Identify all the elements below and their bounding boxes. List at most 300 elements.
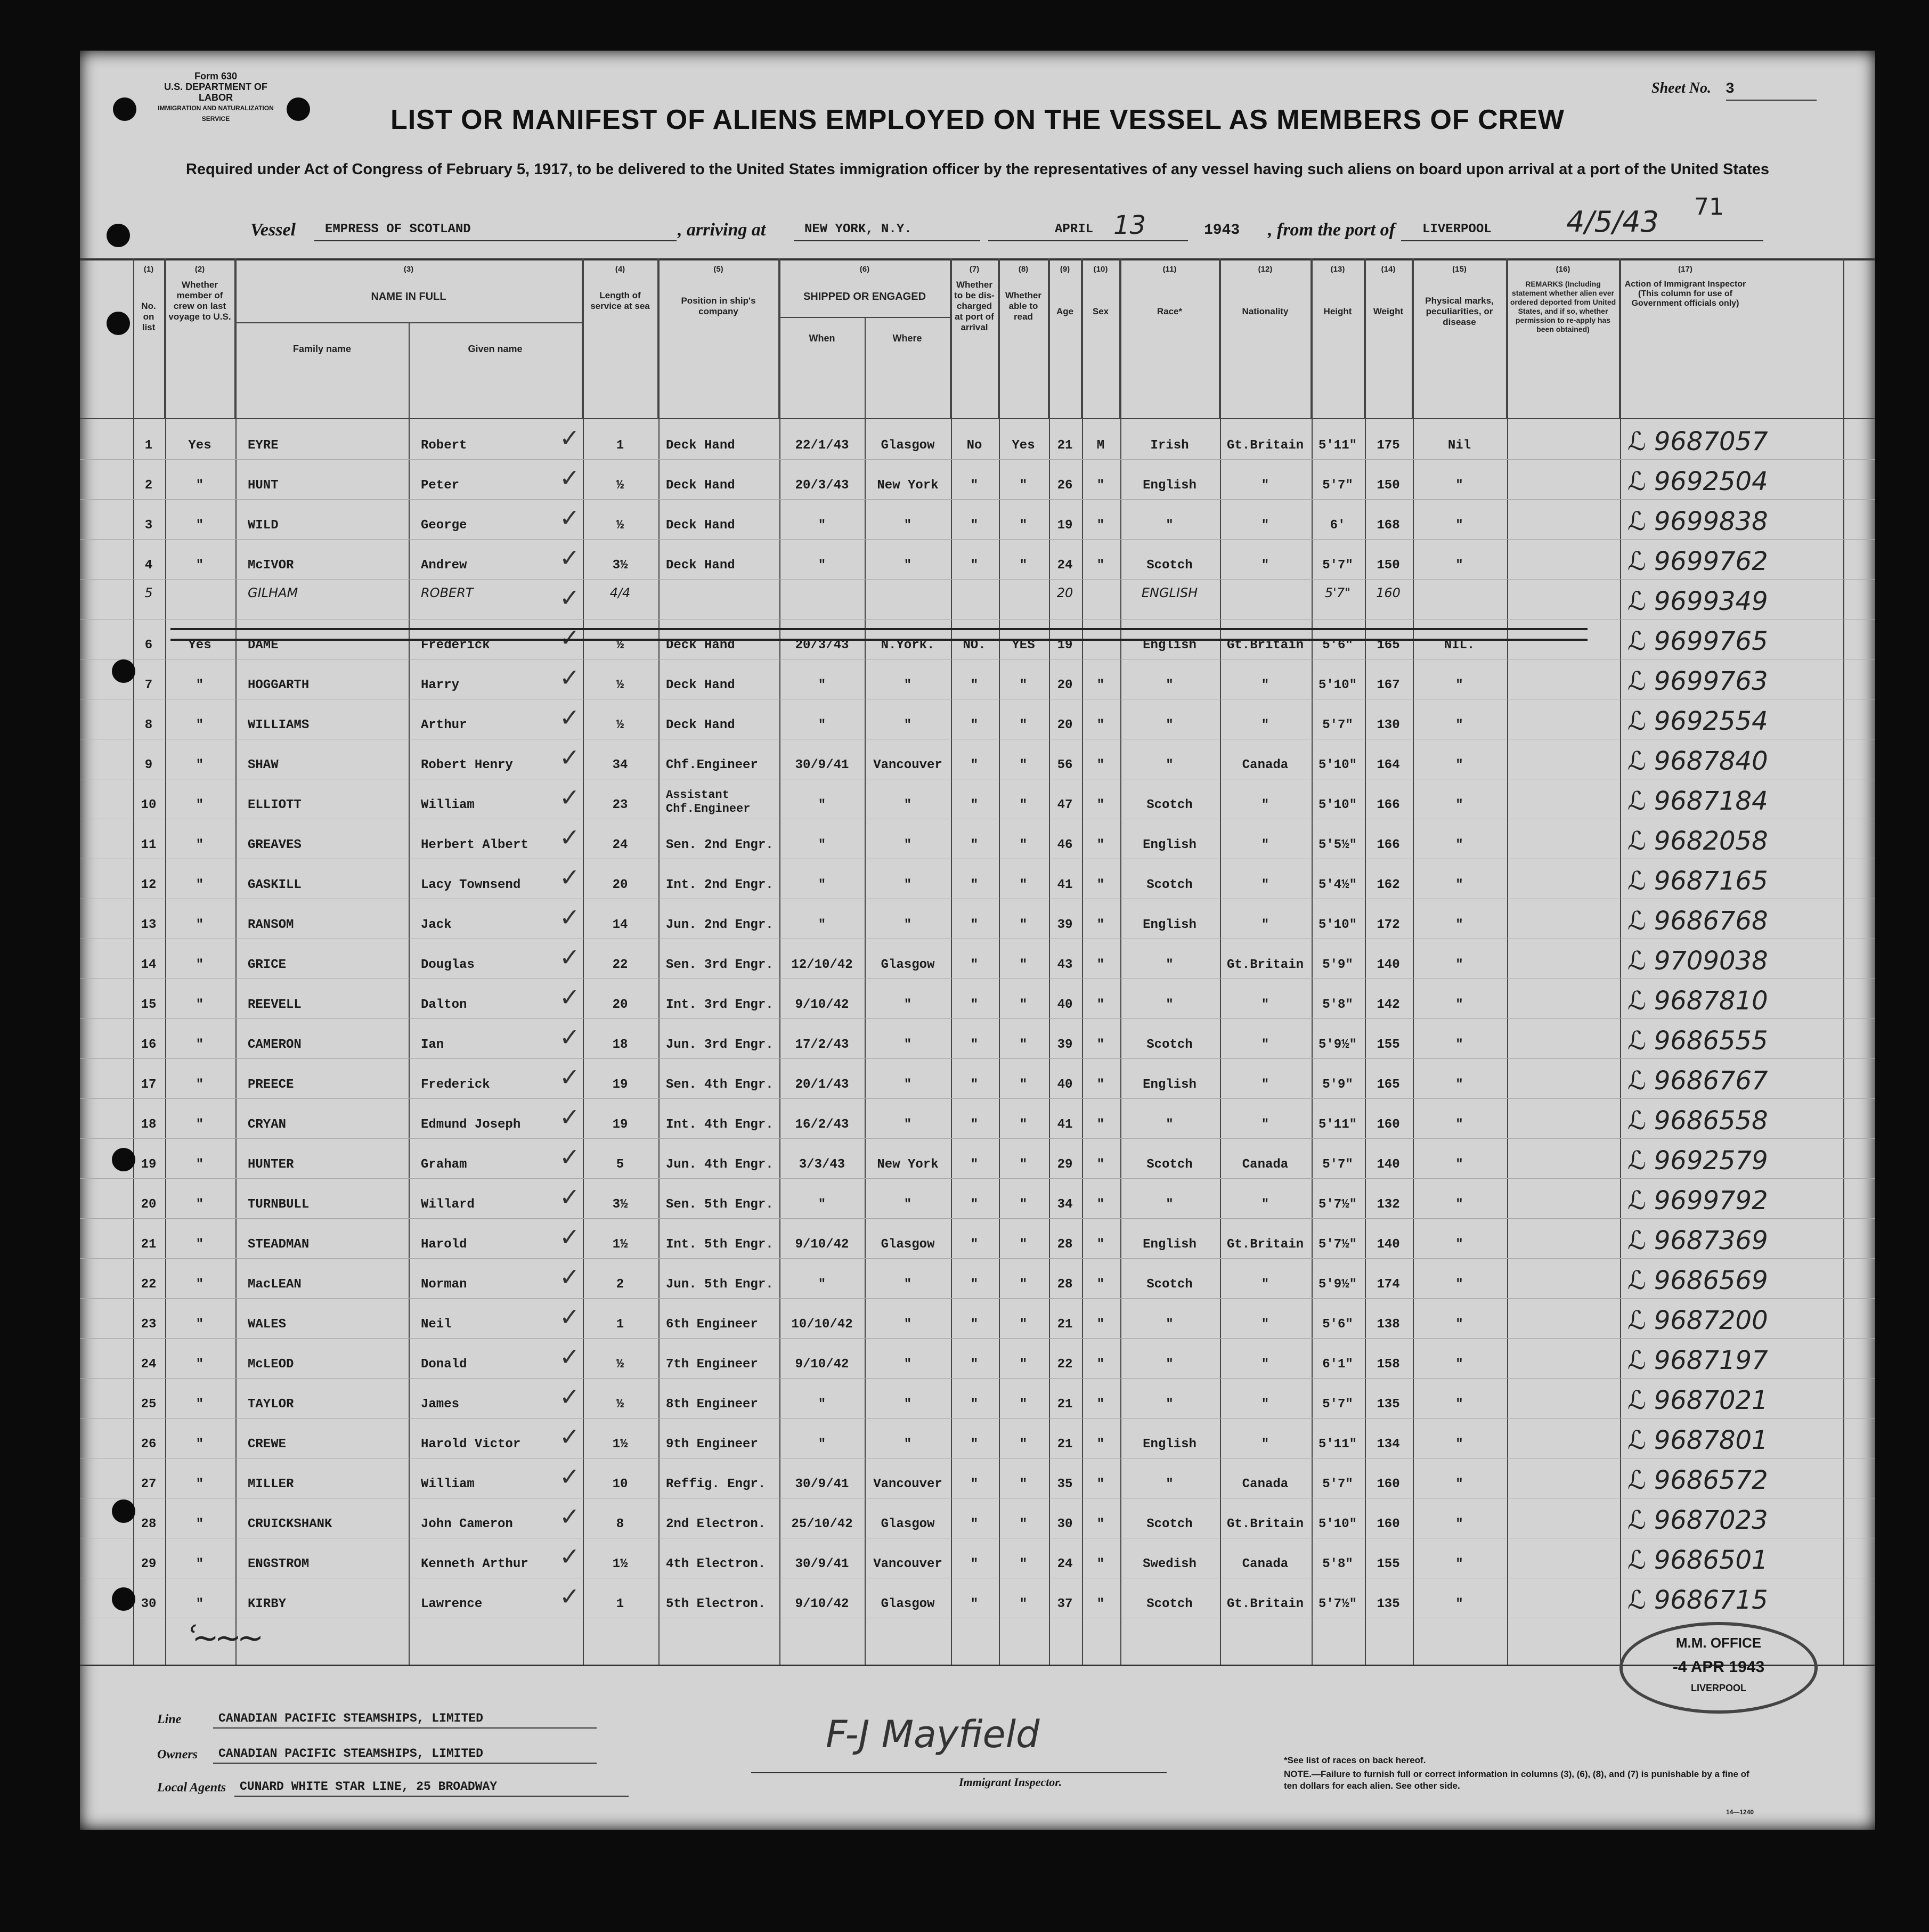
table-row xyxy=(80,543,1875,589)
header-text: Age xyxy=(1056,306,1074,316)
inspector-action xyxy=(1627,1385,1768,1415)
physical-marks: " xyxy=(1455,1277,1463,1292)
shipped-when: 3/3/43 xyxy=(799,1157,845,1172)
height: 5'10" xyxy=(1318,1517,1357,1531)
action-number: 9699838 xyxy=(1654,507,1768,536)
action-number: 9687023 xyxy=(1654,1505,1768,1535)
shipped-when: " xyxy=(818,518,826,533)
height: 5'7" xyxy=(1322,478,1353,493)
vessel-underline xyxy=(314,240,677,241)
table-row xyxy=(80,1183,1875,1228)
header-col-5 xyxy=(658,258,779,418)
given-name: Robert Henry xyxy=(421,758,513,772)
given-name: Lacy Townsend xyxy=(421,878,521,892)
able-to-read: " xyxy=(1019,518,1028,533)
able-to-read: " xyxy=(1019,1038,1028,1052)
table-row xyxy=(80,703,1875,748)
header-num: (14) xyxy=(1381,265,1396,274)
shipped-where: " xyxy=(904,1277,912,1292)
shipped-when: 16/2/43 xyxy=(795,1118,849,1132)
inspector-label: Immigrant Inspector. xyxy=(959,1775,1062,1789)
inspector-action xyxy=(1627,946,1768,976)
ship-position: Int. 3rd Engr. xyxy=(666,998,774,1012)
family-name: REEVELL xyxy=(248,998,302,1012)
header-text: Whether able to read xyxy=(1005,290,1041,322)
discharged: " xyxy=(970,1277,979,1292)
discharged: " xyxy=(970,1477,979,1491)
stamp-bottom: LIVERPOOL xyxy=(1690,1683,1746,1693)
service-length: 19 xyxy=(612,1078,628,1092)
action-number: 9692504 xyxy=(1654,467,1768,496)
able-to-read: " xyxy=(1019,1197,1028,1212)
action-number: 9686555 xyxy=(1654,1026,1768,1056)
able-to-read: " xyxy=(1019,1477,1028,1491)
discharged: " xyxy=(970,1357,979,1372)
shipped-when: " xyxy=(818,1397,826,1412)
physical-marks: " xyxy=(1455,958,1463,972)
header-col-12 xyxy=(1220,258,1312,418)
age: 28 xyxy=(1057,1237,1073,1252)
ship-position: Jun. 4th Engr. xyxy=(666,1157,774,1172)
age: 30 xyxy=(1057,1517,1073,1531)
arriving-label: , arriving at xyxy=(678,220,766,240)
weight: 135 xyxy=(1377,1397,1400,1412)
inspector-initial-icon: ℒ xyxy=(1627,1026,1654,1056)
row-number: 21 xyxy=(141,1237,157,1252)
checkmark-icon: ✓ xyxy=(559,1143,580,1171)
shipped-when: 9/10/42 xyxy=(795,1237,849,1252)
fine-note: NOTE.—Failure to furnish full or correct information in columns (3), (6), (8), and (7) is punishable by a fine of ten dollars for each alien. See other side. xyxy=(1284,1769,1749,1791)
race: Irish xyxy=(1150,438,1189,453)
ship-position: Deck Hand xyxy=(666,558,735,573)
table-row xyxy=(80,983,1875,1028)
header-text: Whether member of crew on last voyage to U.S. xyxy=(168,280,231,322)
header-num: (7) xyxy=(969,265,980,274)
action-number: 9686558 xyxy=(1654,1106,1768,1136)
form-number: Form 630 xyxy=(194,71,238,81)
header-num: (9) xyxy=(1060,265,1070,274)
height: 5'9½" xyxy=(1318,1277,1357,1292)
binder-hole xyxy=(107,312,130,335)
arriving-port: NEW YORK, N.Y. xyxy=(804,222,912,237)
checkmark-icon: ✓ xyxy=(559,1542,580,1571)
height: 5'9" xyxy=(1322,958,1353,972)
physical-marks: " xyxy=(1455,1118,1463,1132)
page-mark: 71 xyxy=(1694,193,1724,221)
row-number: 14 xyxy=(141,958,157,972)
sex: " xyxy=(1096,718,1105,732)
inspector-initial-icon: ℒ xyxy=(1627,826,1654,856)
inspector-initial-icon: ℒ xyxy=(1627,507,1654,536)
race: " xyxy=(1166,1397,1174,1412)
discharged: " xyxy=(970,478,979,493)
header-col-13 xyxy=(1312,258,1365,418)
ship-position: Deck Hand xyxy=(666,438,735,453)
weight: 160 xyxy=(1377,1477,1400,1491)
nationality: " xyxy=(1261,1317,1269,1332)
family-name: HUNTER xyxy=(248,1157,294,1172)
shipped-when: " xyxy=(818,718,826,732)
row-number: 16 xyxy=(141,1038,157,1052)
previous-voyage: " xyxy=(196,838,204,852)
previous-voyage: " xyxy=(196,478,204,493)
service-length: ½ xyxy=(616,1357,624,1372)
previous-voyage: " xyxy=(196,1357,204,1372)
race: Swedish xyxy=(1143,1557,1197,1571)
shipped-where: " xyxy=(904,1397,912,1412)
checkmark-icon: ✓ xyxy=(559,1262,580,1291)
row-number: 18 xyxy=(141,1118,157,1132)
date-underline xyxy=(988,240,1188,241)
shipped-where: Vancouver xyxy=(873,758,942,772)
ship-position: Reffig. Engr. xyxy=(666,1477,766,1491)
service-length: 1½ xyxy=(612,1557,628,1571)
inspector-initial-icon: ℒ xyxy=(1627,1146,1654,1176)
physical-marks: " xyxy=(1455,1038,1463,1052)
family-name: RANSOM xyxy=(248,918,294,932)
row-number: 19 xyxy=(141,1157,157,1172)
inspector-action xyxy=(1627,786,1768,816)
checkmark-icon: ✓ xyxy=(559,1023,580,1051)
weight: 160 xyxy=(1377,1118,1400,1132)
shipped-when: " xyxy=(818,918,826,932)
row-number: 8 xyxy=(144,718,153,732)
nationality: " xyxy=(1261,1038,1269,1052)
row-number: 9 xyxy=(144,758,153,772)
given-name: Neil xyxy=(421,1317,452,1332)
row-number: 7 xyxy=(144,678,153,692)
previous-voyage: Yes xyxy=(188,638,211,653)
shipped-when: " xyxy=(818,1437,826,1452)
inspector-action xyxy=(1627,507,1768,536)
shipped-when: 20/1/43 xyxy=(795,1078,849,1092)
row-number: 3 xyxy=(144,518,153,533)
shipped-where: " xyxy=(904,1357,912,1372)
shipped-where: " xyxy=(904,1078,912,1092)
physical-marks: " xyxy=(1455,1477,1463,1491)
table-row xyxy=(80,1422,1875,1468)
sheet-value: 3 xyxy=(1725,81,1735,97)
service-length: 34 xyxy=(612,758,628,772)
weight: 150 xyxy=(1377,478,1400,493)
ship-position: Sen. 2nd Engr. xyxy=(666,838,774,852)
family-name: MILLER xyxy=(248,1477,294,1491)
previous-voyage: " xyxy=(196,1277,204,1292)
nationality: " xyxy=(1261,678,1269,692)
nationality: " xyxy=(1261,478,1269,493)
age: 56 xyxy=(1057,758,1073,772)
from-underline xyxy=(1401,240,1763,241)
inspector-initial-icon: ℒ xyxy=(1627,1266,1654,1295)
race: Scotch xyxy=(1146,1277,1193,1292)
height: 5'6" xyxy=(1322,1317,1353,1332)
shipped-where: " xyxy=(904,1038,912,1052)
height: 5'6" xyxy=(1322,638,1353,653)
age: 21 xyxy=(1057,1317,1073,1332)
header-text: Position in ship's company xyxy=(681,296,756,316)
shipped-when: 10/10/42 xyxy=(791,1317,853,1332)
ship-position: 2nd Electron. xyxy=(666,1517,766,1531)
sex: " xyxy=(1096,838,1105,852)
physical-marks: " xyxy=(1455,678,1463,692)
ship-position: 6th Engineer xyxy=(666,1317,758,1332)
shipped-when: 25/10/42 xyxy=(791,1517,853,1531)
header-num: (8) xyxy=(1018,265,1029,274)
shipped-when: " xyxy=(818,798,826,812)
nationality: Canada xyxy=(1242,1157,1289,1172)
age: 39 xyxy=(1057,918,1073,932)
service-length: 19 xyxy=(612,1118,628,1132)
able-to-read: " xyxy=(1019,1277,1028,1292)
inspector-action xyxy=(1627,1226,1768,1256)
inspector-action xyxy=(1627,1545,1768,1575)
row-number: 24 xyxy=(141,1357,157,1372)
physical-marks: " xyxy=(1455,758,1463,772)
table-row xyxy=(80,1582,1875,1627)
weight: 160 xyxy=(1376,585,1401,600)
shipped-when: " xyxy=(818,1277,826,1292)
previous-voyage: " xyxy=(196,878,204,892)
height: 5'10" xyxy=(1318,798,1357,812)
sex: " xyxy=(1096,1557,1105,1571)
race: Scotch xyxy=(1146,1517,1193,1531)
header-text: SHIPPED OR ENGAGED xyxy=(803,291,926,303)
inspector-initial-icon: ℒ xyxy=(1627,427,1654,456)
given-name: Peter xyxy=(421,478,460,493)
previous-voyage: " xyxy=(196,918,204,932)
shipped-when: 9/10/42 xyxy=(795,1357,849,1372)
inspector-action xyxy=(1627,1346,1768,1375)
discharged: " xyxy=(970,1118,979,1132)
physical-marks: Nil xyxy=(1447,438,1471,453)
age: 21 xyxy=(1057,1397,1073,1412)
weight: 155 xyxy=(1377,1038,1400,1052)
previous-voyage: " xyxy=(196,1477,204,1491)
height: 5'11" xyxy=(1318,438,1357,453)
action-number: 9699792 xyxy=(1654,1186,1768,1216)
action-number: 9687801 xyxy=(1654,1425,1768,1455)
inspector-initial-icon: ℒ xyxy=(1627,746,1654,776)
weight: 130 xyxy=(1377,718,1400,732)
previous-voyage: " xyxy=(196,798,204,812)
family-name: GRICE xyxy=(248,958,287,972)
action-number: 9687200 xyxy=(1654,1306,1768,1335)
nationality: Canada xyxy=(1242,1477,1289,1491)
inspector-initial-icon: ℒ xyxy=(1627,1186,1654,1216)
header-text: Action of Immigrant Inspector (This column for use of Government officials only) xyxy=(1624,280,1746,308)
nationality: " xyxy=(1261,1437,1269,1452)
nationality: Gt.Britain xyxy=(1226,958,1304,972)
age: 19 xyxy=(1057,638,1073,653)
shipped-where: " xyxy=(904,838,912,852)
sex: " xyxy=(1096,1357,1105,1372)
physical-marks: " xyxy=(1455,838,1463,852)
height: 5'7½" xyxy=(1318,1197,1357,1212)
sheet-number xyxy=(1651,80,1735,97)
previous-voyage: " xyxy=(196,1517,204,1531)
discharged: " xyxy=(970,678,979,692)
action-number: 9687184 xyxy=(1654,786,1768,816)
sex: " xyxy=(1096,558,1105,573)
given-name: Kenneth Arthur xyxy=(421,1557,528,1571)
row-number: 22 xyxy=(141,1277,157,1292)
physical-marks: " xyxy=(1455,1157,1463,1172)
header-num: (17) xyxy=(1678,265,1692,274)
shipped-where: Vancouver xyxy=(873,1557,942,1571)
given-name: Jack xyxy=(421,918,452,932)
shipped-when: 30/9/41 xyxy=(795,1557,849,1571)
sex: " xyxy=(1096,1118,1105,1132)
given-name: Edmund Joseph xyxy=(421,1118,521,1132)
header-num: (10) xyxy=(1093,265,1108,274)
able-to-read: YES xyxy=(1012,638,1035,653)
line-value: CANADIAN PACIFIC STEAMSHIPS, LIMITED xyxy=(218,1711,483,1725)
height: 5'7½" xyxy=(1318,1237,1357,1252)
shipped-where: Vancouver xyxy=(873,1477,942,1491)
discharged: " xyxy=(970,878,979,892)
inspector-initial-icon: ℒ xyxy=(1627,626,1654,656)
given-name: Donald xyxy=(421,1357,467,1372)
able-to-read: " xyxy=(1019,998,1028,1012)
checkmark-icon: ✓ xyxy=(559,943,580,972)
arriving-underline xyxy=(794,240,980,241)
able-to-read: " xyxy=(1019,878,1028,892)
checkmark-icon: ✓ xyxy=(559,743,580,772)
checkmark-icon: ✓ xyxy=(559,783,580,812)
given-name: Lawrence xyxy=(421,1597,483,1611)
family-name: CAMERON xyxy=(248,1038,302,1052)
service-length: 4/4 xyxy=(609,585,631,600)
inspector-initial-icon: ℒ xyxy=(1627,467,1654,496)
checkmark-icon: ✓ xyxy=(559,1183,580,1211)
table-row xyxy=(80,1542,1875,1587)
height: 5'10" xyxy=(1318,918,1357,932)
discharged: " xyxy=(970,1197,979,1212)
shipped-when: 30/9/41 xyxy=(795,1477,849,1491)
checkmark-icon: ✓ xyxy=(559,623,580,652)
discharged: " xyxy=(970,958,979,972)
nationality: " xyxy=(1261,718,1269,732)
physical-marks: " xyxy=(1455,878,1463,892)
previous-voyage: " xyxy=(196,1397,204,1412)
inspector-initial-icon: ℒ xyxy=(1627,1545,1654,1575)
physical-marks: " xyxy=(1455,558,1463,573)
given-name: Andrew xyxy=(421,558,467,573)
checkmark-icon: ✓ xyxy=(559,1063,580,1091)
arrival-month: APRIL xyxy=(1055,222,1094,237)
age: 20 xyxy=(1057,718,1073,732)
family-name: TAYLOR xyxy=(248,1397,294,1412)
action-number: 9699349 xyxy=(1654,586,1768,616)
action-number: 9699763 xyxy=(1654,666,1768,696)
table-row xyxy=(80,1023,1875,1068)
races-note: *See list of races on back hereof. xyxy=(1284,1755,1426,1765)
given-name: Harry xyxy=(421,678,460,692)
checkmark-icon: ✓ xyxy=(559,983,580,1012)
header-num: (12) xyxy=(1258,265,1273,274)
ship-position: Sen. 5th Engr. xyxy=(666,1197,774,1212)
ship-position: Jun. 2nd Engr. xyxy=(666,918,774,932)
able-to-read: " xyxy=(1019,838,1028,852)
family-name: CRYAN xyxy=(248,1118,287,1132)
service-length: ½ xyxy=(616,478,624,493)
family-name: HUNT xyxy=(248,478,279,493)
manifest-sheet xyxy=(80,51,1875,1830)
page-title: LIST OR MANIFEST OF ALIENS EMPLOYED ON THE VESSEL AS MEMBERS OF CREW xyxy=(390,104,1565,135)
shipped-where: " xyxy=(904,678,912,692)
ship-position: Deck Hand xyxy=(666,678,735,692)
sex: " xyxy=(1096,878,1105,892)
age: 47 xyxy=(1057,798,1073,812)
row-number: 20 xyxy=(141,1197,157,1212)
discharged: " xyxy=(970,518,979,533)
race: " xyxy=(1166,678,1174,692)
race: Scotch xyxy=(1146,1597,1193,1611)
stamp-date: -4 APR 1943 xyxy=(1672,1658,1765,1676)
table-row xyxy=(80,663,1875,708)
header-col-16 xyxy=(1507,258,1620,418)
inspector-action xyxy=(1627,467,1768,496)
table-row xyxy=(80,943,1875,988)
checkmark-icon: ✓ xyxy=(559,1222,580,1251)
race: Scotch xyxy=(1146,1157,1193,1172)
page-subtitle: Required under Act of Congress of February 5, 1917, to be delivered to the United States immigration officer by the representatives of any vessel having such aliens on board upon arrival at a port of the United States xyxy=(185,161,1770,178)
signature-squiggle: ՙ∼∼∼ xyxy=(186,1619,260,1657)
inspector-action xyxy=(1627,1106,1768,1136)
race: " xyxy=(1166,1197,1174,1212)
binder-hole xyxy=(112,1587,135,1611)
able-to-read: " xyxy=(1019,798,1028,812)
height: 6' xyxy=(1330,518,1346,533)
given-name: Willard xyxy=(421,1197,475,1212)
able-to-read: " xyxy=(1019,1397,1028,1412)
inspector-initial-icon: ℒ xyxy=(1627,866,1654,896)
table-row xyxy=(80,743,1875,788)
given-name: William xyxy=(421,798,475,812)
shipped-where: " xyxy=(904,878,912,892)
inspector-initial-icon: ℒ xyxy=(1627,786,1654,816)
service-length: ½ xyxy=(616,638,624,653)
action-number: 9687057 xyxy=(1654,427,1768,456)
able-to-read: Yes xyxy=(1012,438,1035,453)
age: 40 xyxy=(1057,998,1073,1012)
age: 26 xyxy=(1057,478,1073,493)
header-num: (1) xyxy=(143,265,154,274)
ship-position: Chf.Engineer xyxy=(666,758,758,772)
row-number: 26 xyxy=(141,1437,157,1452)
shipped-where: Glasgow xyxy=(881,1237,935,1252)
shipped-when: 9/10/42 xyxy=(795,1597,849,1611)
action-number: 9709038 xyxy=(1654,946,1768,976)
header-col-10 xyxy=(1082,258,1120,418)
nationality: " xyxy=(1261,998,1269,1012)
race: " xyxy=(1166,718,1174,732)
inspector-action xyxy=(1627,626,1768,656)
ship-position: 4th Electron. xyxy=(666,1557,766,1571)
header-num: (5) xyxy=(713,265,723,274)
from-label: , from the port of xyxy=(1268,220,1395,240)
header-col-4 xyxy=(583,258,658,418)
inspector-underline xyxy=(751,1772,1167,1773)
sex: " xyxy=(1096,1397,1105,1412)
service-length: 8 xyxy=(616,1517,624,1531)
weight: 165 xyxy=(1377,638,1400,653)
department-name: U.S. DEPARTMENT OF LABOR xyxy=(164,81,267,103)
weight: 172 xyxy=(1377,918,1400,932)
race: Scotch xyxy=(1146,1038,1193,1052)
shipped-where: " xyxy=(904,518,912,533)
weight: 166 xyxy=(1377,838,1400,852)
